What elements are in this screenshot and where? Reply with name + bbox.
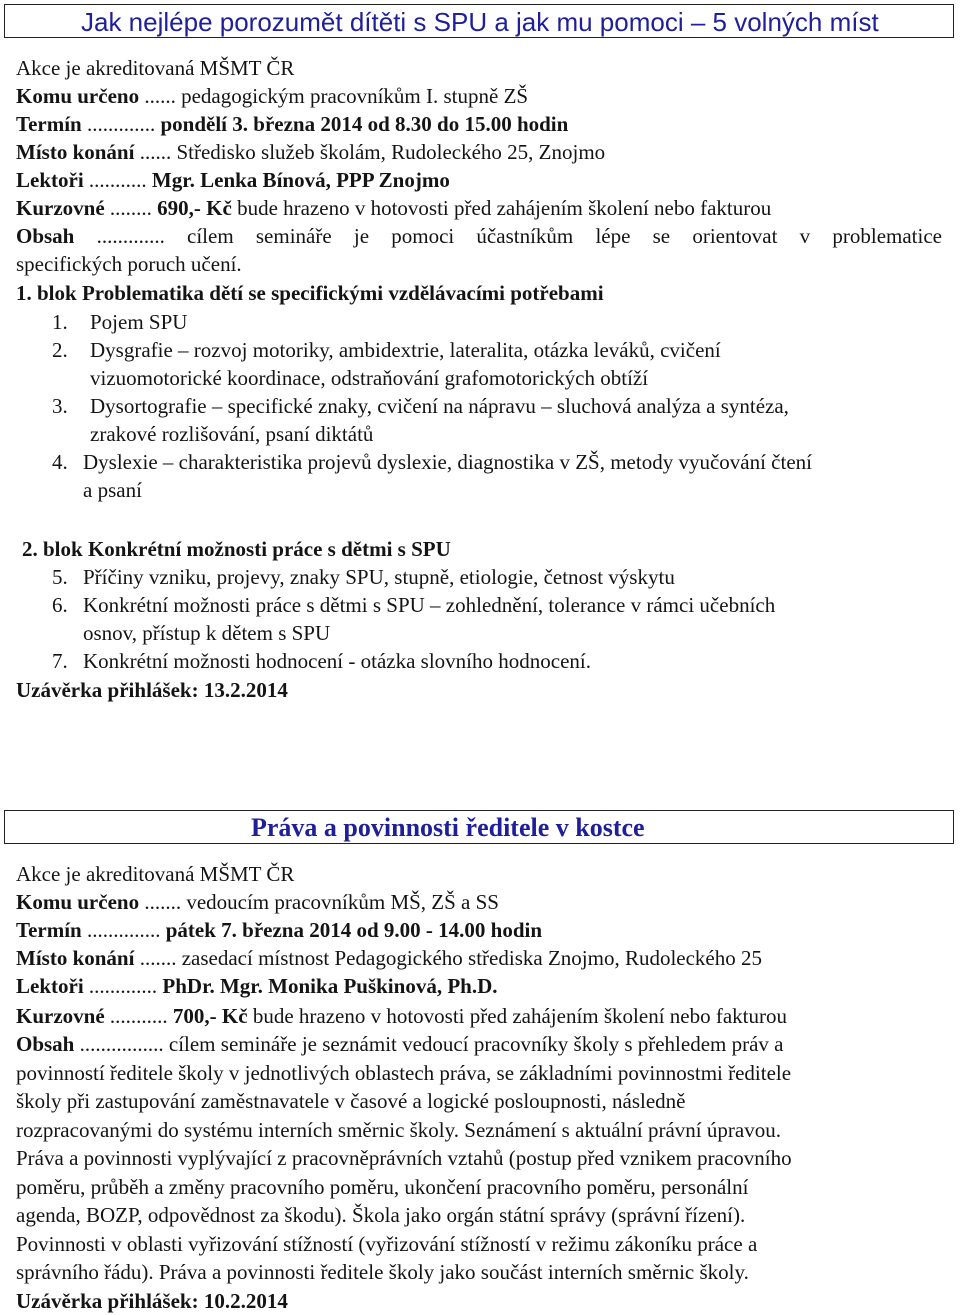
list-item-cont: osnov, přístup k dětem s SPU (83, 621, 331, 645)
content-line: správního řádu). Práva a povinnosti ředitele školy jako součást interních směrnic školy. (16, 1260, 749, 1284)
content-text: cílem semináře je seznámit vedoucí pracovníky školy s přehledem práv a (168, 1032, 784, 1056)
list-item-cont: vizuomotorické koordinace, odstraňování grafomotorických obtíží (90, 366, 649, 390)
list-item: Pojem SPU (90, 310, 188, 334)
content-line: povinností ředitele školy v jednotlivých oblastech práva, se základními povinnostmi ředitele (16, 1060, 792, 1085)
content-line: Povinnosti v oblasti vyřizování stížností (vyřizování stížností v režimu zákoníku práce a (16, 1231, 758, 1256)
block-1-heading (16, 279, 604, 307)
fee-note: bude hrazeno v hotovosti před zahájením školení nebo fakturou (247, 1004, 787, 1028)
venue-label: Místo konání (16, 946, 135, 970)
content-row-1 (16, 222, 942, 250)
lecturer-value: Mgr. Lenka Bínová, PPP Znojmo (151, 168, 450, 192)
content-line: rozpracovanými do systému interních směrnic školy. Seznámení s aktuální právní úpravou. (16, 1117, 781, 1142)
list-item: Konkrétní možnosti práce s dětmi s SPU – zohlednění, tolerance v rámci učebních (83, 593, 776, 617)
dots: .............. (81, 918, 166, 942)
content-line: Práva a povinnosti vyplývající z pracovněprávních vztahů (postup před vznikem pracovního (16, 1146, 792, 1170)
course-title-1: Jak nejlépe porozumět dítěti s SPU a jak mu pomoci – 5 volných míst (81, 7, 879, 37)
list-item-number: 2. (52, 338, 68, 362)
block-2-heading-text: 2. blok Konkrétní možnosti práce s dětmi s SPU (22, 537, 451, 561)
target-row-2 (16, 888, 499, 916)
fee-note: bude hrazeno v hotovosti před zahájením školení nebo fakturou (231, 196, 772, 220)
accreditation-2: Akce je akreditovaná MŠMT ČR (16, 862, 295, 886)
date-label: Termín (16, 918, 82, 942)
dots: ........... (104, 1004, 173, 1028)
fee-label: Kurzovné (16, 196, 105, 220)
target-row-1 (16, 82, 528, 110)
deadline-2 (16, 1287, 288, 1315)
dots: ...... (139, 84, 182, 108)
target-value: pedagogickým pracovníkům I. stupně ZŠ (181, 84, 529, 108)
content-row-1-cont: specifických poruch učení. (16, 252, 242, 276)
dots: ............. (81, 112, 161, 136)
fee-row-1 (16, 194, 771, 222)
date-value: pondělí 3. března 2014 od 8.30 do 15.00 hodin (160, 112, 569, 136)
content-row-2 (16, 1030, 784, 1058)
block-1-heading-text: 1. blok Problematika dětí se specifickými vzdělávacími potřebami (16, 281, 604, 305)
accreditation-1: Akce je akreditovaná MŠMT ČR (16, 56, 295, 80)
list-item-number: 6. (52, 593, 68, 617)
deadline-1-text: Uzávěrka přihlášek: 13.2.2014 (16, 678, 288, 702)
dots: ....... (139, 890, 187, 914)
content-label: Obsah (16, 1032, 75, 1056)
venue-label: Místo konání (16, 140, 135, 164)
venue-value: Středisko služeb školám, Rudoleckého 25, Znojmo (176, 140, 606, 164)
content-line: agenda, BOZP, odpovědnost za škodu). Škola jako orgán státní správy (správní řízení). (16, 1203, 746, 1227)
list-item-number: 7. (52, 649, 68, 673)
venue-row-1 (16, 138, 605, 166)
list-item-cont: zrakové rozlišování, psaní diktátů (90, 422, 374, 446)
fee-row-2 (16, 1002, 787, 1030)
course-title-box-1 (4, 4, 954, 38)
lecturer-row-2 (16, 972, 498, 1000)
date-label: Termín (16, 112, 82, 136)
course-title-2: Práva a povinnosti ředitele v kostce (251, 813, 645, 842)
lecturer-row-1 (16, 166, 450, 194)
list-item-number: 3. (52, 394, 68, 418)
dots: ....... (134, 946, 182, 970)
course-title-box-2 (4, 810, 954, 844)
content-text: cílem semináře je pomoci účastníkům lépe se orientovat v problematice (187, 224, 942, 248)
list-item-number: 5. (52, 565, 68, 589)
dots: ...... (134, 140, 177, 164)
list-item-number: 1. (52, 310, 68, 334)
target-label: Komu určeno (16, 84, 140, 108)
dots: ................ (74, 1032, 169, 1056)
venue-value: zasedací místnost Pedagogického střediska Znojmo, Rudoleckého 25 (181, 946, 762, 970)
date-row-1 (16, 110, 568, 138)
lecturer-label: Lektoři (16, 168, 84, 192)
deadline-2-text: Uzávěrka přihlášek: 10.2.2014 (16, 1289, 288, 1313)
content-line: poměru, průběh a změny pracovního poměru, ukončení pracovního poměru, personální (16, 1174, 749, 1199)
content-line: školy při zastupování zaměstnavatele v časové a logické posloupnosti, následně (16, 1089, 686, 1113)
fee-price: 700,- Kč (172, 1004, 248, 1028)
fee-label: Kurzovné (16, 1004, 105, 1028)
date-row-2 (16, 916, 542, 944)
list-item: Příčiny vzniku, projevy, znaky SPU, stupně, etiologie, četnost výskytu (83, 565, 675, 589)
list-item-number: 4. (52, 450, 68, 474)
list-item: Konkrétní možnosti hodnocení - otázka slovního hodnocení. (83, 649, 591, 673)
lecturer-value: PhDr. Mgr. Monika Puškinová, Ph.D. (162, 974, 498, 998)
block-2-heading (22, 535, 451, 563)
target-label: Komu určeno (16, 890, 140, 914)
fee-price: 690,- Kč (157, 196, 232, 220)
dots: ............. (74, 224, 188, 248)
date-value: pátek 7. března 2014 od 9.00 - 14.00 hodin (165, 918, 543, 942)
dots: ........ (104, 196, 158, 220)
venue-row-2 (16, 944, 762, 972)
dots: ........... (83, 168, 152, 192)
list-item-cont: a psaní (83, 478, 142, 502)
deadline-1 (16, 676, 288, 704)
content-label: Obsah (16, 224, 75, 248)
target-value: vedoucím pracovníkům MŠ, ZŠ a SS (186, 890, 499, 914)
dots: ............. (83, 974, 163, 998)
list-item: Dysgrafie – rozvoj motoriky, ambidextrie, lateralita, otázka leváků, cvičení (90, 338, 721, 362)
lecturer-label: Lektoři (16, 974, 84, 998)
list-item: Dyslexie – charakteristika projevů dyslexie, diagnostika v ZŠ, metody vyučování čtení (83, 450, 812, 474)
list-item: Dysortografie – specifické znaky, cvičení na nápravu – sluchová analýza a syntéza, (90, 394, 789, 418)
